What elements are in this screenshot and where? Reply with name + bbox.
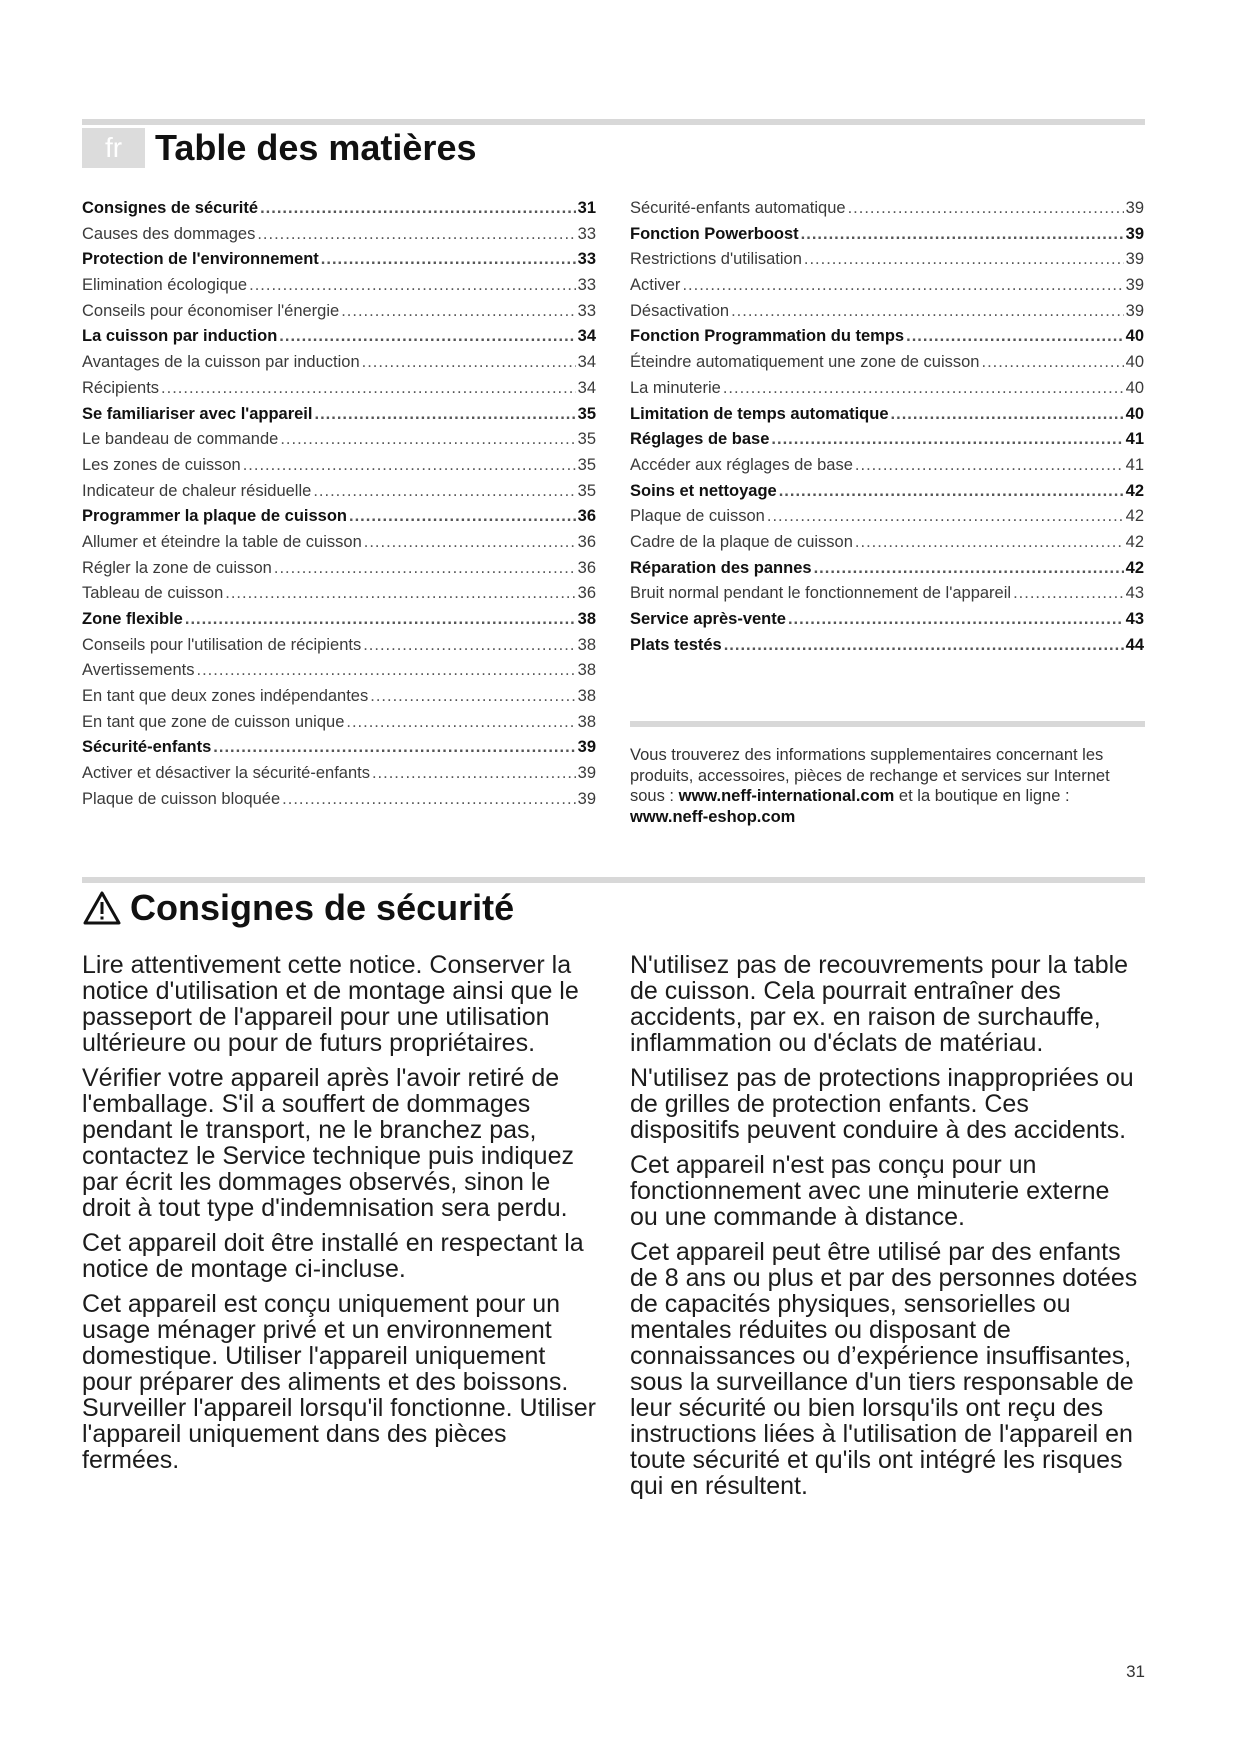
toc-entry[interactable] bbox=[82, 658, 596, 684]
safety-paragraph: Cet appareil peut être utilisé par des enfants de 8 ans ou plus et par des personnes dotées de capacités physiques, sensorielles ou mentales réduites ou disposant de connaissances ou d’expérience insuffisantes, sous la surveillance d'un tiers responsable de leur sécurité ou bien lorsqu'ils ont reçu des instructions liées à l'utilisation de l'appareil en toute sécurité et qu'ils ont intégré les risques qui en résultent. bbox=[630, 1238, 1138, 1500]
toc-leader-dots bbox=[280, 427, 575, 453]
toc-entry[interactable] bbox=[82, 607, 596, 633]
toc-entry-page: 40 bbox=[1125, 327, 1144, 346]
info-divider bbox=[630, 721, 1145, 727]
toc-entry-label: Désactivation bbox=[630, 301, 730, 320]
toc-leader-dots bbox=[1013, 581, 1124, 607]
toc-leader-dots bbox=[321, 247, 576, 273]
toc-leader-dots bbox=[372, 761, 576, 787]
toc-entry-page: 38 bbox=[577, 712, 596, 731]
toc-entry-label: Le bandeau de commande bbox=[82, 430, 279, 449]
toc-entry-label: Tableau de cuisson bbox=[82, 584, 224, 603]
toc-entry-page: 40 bbox=[1125, 353, 1144, 372]
toc-entry-page: 36 bbox=[577, 532, 596, 551]
toc-entry-page: 36 bbox=[577, 558, 596, 577]
toc-entry[interactable] bbox=[82, 427, 596, 453]
toc-entry-page: 42 bbox=[1125, 532, 1144, 551]
toc-entry[interactable] bbox=[82, 350, 596, 376]
safety-title: Consignes de sécurité bbox=[130, 887, 515, 928]
toc-leader-dots bbox=[788, 607, 1124, 633]
toc-entry-label: Service après-vente bbox=[630, 610, 786, 628]
toc-entry-label: Conseils pour l'utilisation de récipients bbox=[82, 635, 362, 654]
toc-leader-dots bbox=[279, 324, 575, 350]
page-number: 31 bbox=[1126, 1662, 1145, 1681]
toc-entry-page: 39 bbox=[1125, 224, 1144, 243]
toc-entry[interactable] bbox=[630, 607, 1144, 633]
toc-entry[interactable] bbox=[82, 787, 596, 813]
toc-entry-label: Soins et nettoyage bbox=[630, 481, 777, 500]
toc-entry[interactable] bbox=[630, 479, 1144, 505]
toc-entry-page: 41 bbox=[1125, 430, 1144, 449]
toc-entry[interactable] bbox=[82, 761, 596, 787]
toc-entry[interactable] bbox=[630, 247, 1144, 273]
toc-entry-label: Limitation de temps automatique bbox=[630, 404, 889, 423]
toc-entry[interactable] bbox=[630, 581, 1144, 607]
toc-entry-page: 33 bbox=[577, 301, 596, 320]
toc-entry[interactable] bbox=[630, 299, 1144, 325]
toc-leader-dots bbox=[723, 376, 1124, 402]
safety-heading bbox=[82, 886, 514, 930]
toc-entry-label: Régler la zone de cuisson bbox=[82, 558, 272, 577]
safety-paragraph: N'utilisez pas de recouvrements pour la table de cuisson. Cela pourrait entraîner des accidents, par ex. en raison de surchauffe, inflammation ou d'éclats de matériau. bbox=[630, 951, 1129, 1057]
toc-entry-label: Se familiariser avec l'appareil bbox=[82, 404, 313, 423]
toc-leader-dots bbox=[257, 222, 575, 248]
toc-entry[interactable] bbox=[630, 530, 1144, 556]
toc-entry-page: 35 bbox=[577, 455, 596, 474]
toc-leader-dots bbox=[314, 402, 575, 428]
toc-entry-label: Consignes de sécurité bbox=[82, 199, 259, 217]
info-text-middle: et la boutique en ligne : bbox=[894, 787, 1070, 805]
toc-entry-label: Plats testés bbox=[630, 635, 722, 654]
toc-leader-dots bbox=[848, 196, 1124, 222]
toc-entry-label: Indicateur de chaleur résiduelle bbox=[82, 481, 312, 500]
toc-entry[interactable] bbox=[82, 273, 596, 299]
toc-leader-dots bbox=[906, 324, 1124, 350]
toc-leader-dots bbox=[161, 376, 576, 402]
toc-entry-page: 38 bbox=[577, 610, 596, 628]
toc-entry-page: 33 bbox=[577, 250, 596, 269]
toc-leader-dots bbox=[346, 710, 575, 736]
toc-entry-page: 43 bbox=[1125, 610, 1144, 628]
toc-entry-label: Cadre de la plaque de cuisson bbox=[630, 532, 853, 551]
toc-leader-dots bbox=[731, 299, 1124, 325]
safety-paragraph: Vérifier votre appareil après l'avoir retiré de l'emballage. S'il a souffert de dommages pendant le transport, ne le branchez pas, contactez le Service technique puis indiquez par écrit les dommages observés, sinon le droit à tout type d'indemnisation sera perdu. bbox=[82, 1064, 574, 1222]
toc-entry[interactable] bbox=[630, 273, 1144, 299]
toc-leader-dots bbox=[804, 247, 1124, 273]
online-info-text bbox=[630, 745, 1135, 827]
toc-entry[interactable] bbox=[82, 196, 596, 222]
safety-paragraph: Cet appareil doit être installé en respectant la notice de montage ci-incluse. bbox=[82, 1229, 584, 1283]
toc-leader-dots bbox=[282, 787, 575, 813]
toc-leader-dots bbox=[771, 427, 1123, 453]
toc-entry[interactable] bbox=[630, 350, 1144, 376]
website-link[interactable]: www.neff-international.com bbox=[678, 787, 895, 805]
safety-paragraph: Lire attentivement cette notice. Conserver la notice d'utilisation et de montage ainsi que le passeport de l'appareil pour une utilisation ultérieure ou pour de futurs propriétaires. bbox=[82, 951, 579, 1057]
toc-entry-page: 42 bbox=[1125, 507, 1144, 526]
toc-entry[interactable] bbox=[630, 196, 1144, 222]
toc-right-column bbox=[630, 196, 1144, 658]
toc-leader-dots bbox=[801, 222, 1124, 248]
toc-entry[interactable] bbox=[82, 581, 596, 607]
toc-entry-page: 39 bbox=[1125, 276, 1144, 295]
toc-entry-label: Elimination écologique bbox=[82, 276, 248, 295]
toc-entry-label: Réparation des pannes bbox=[630, 558, 812, 577]
toc-entry-page: 39 bbox=[1125, 199, 1144, 217]
toc-leader-dots bbox=[225, 581, 575, 607]
toc-entry-page: 42 bbox=[1125, 558, 1144, 577]
safety-paragraph: Cet appareil est conçu uniquement pour un usage ménager privé et un environnement domestique. Utiliser l'appareil uniquement pour préparer des aliments et des boissons. Surveiller l'appareil lorsqu'il fonctionne. Utiliser l'appareil uniquement dans des pièces fermées. bbox=[82, 1290, 596, 1474]
toc-entry[interactable] bbox=[82, 324, 596, 350]
toc-entry-label: Conseils pour économiser l'énergie bbox=[82, 301, 340, 320]
toc-entry-label: Éteindre automatiquement une zone de cuisson bbox=[630, 353, 980, 372]
toc-entry-page: 39 bbox=[1125, 250, 1144, 269]
toc-entry-page: 35 bbox=[577, 481, 596, 500]
toc-entry[interactable] bbox=[82, 735, 596, 761]
toc-entry-label: Fonction Powerboost bbox=[630, 224, 799, 243]
toc-entry-page: 43 bbox=[1125, 584, 1144, 603]
toc-entry-label: Récipients bbox=[82, 378, 160, 397]
info-text-before: Vous trouverez des informations supplementaires concernant les produits, accessoires, pièces de rechange et services sur Internet sous : bbox=[630, 746, 1110, 805]
toc-leader-dots bbox=[891, 402, 1124, 428]
toc-entry-label: Accéder aux réglages de base bbox=[630, 455, 853, 474]
toc-leader-dots bbox=[724, 633, 1124, 659]
toc-entry-label: Réglages de base bbox=[630, 430, 770, 449]
toc-entry-page: 40 bbox=[1125, 378, 1144, 397]
safety-paragraph: Cet appareil n'est pas conçu pour un fonctionnement avec une minuterie externe ou une commande à distance. bbox=[630, 1151, 1110, 1231]
toc-entry-label: En tant que deux zones indépendantes bbox=[82, 687, 369, 706]
toc-entry[interactable] bbox=[82, 504, 596, 530]
toc-leader-dots bbox=[814, 556, 1124, 582]
toc-leader-dots bbox=[855, 530, 1124, 556]
toc-entry-page: 38 bbox=[577, 687, 596, 706]
safety-left-column bbox=[82, 952, 602, 1482]
toc-entry-label: Allumer et éteindre la table de cuisson bbox=[82, 532, 362, 551]
toc-entry[interactable] bbox=[82, 710, 596, 736]
language-badge: fr bbox=[82, 128, 145, 168]
toc-leader-dots bbox=[185, 607, 576, 633]
toc-entry[interactable] bbox=[82, 556, 596, 582]
toc-entry-page: 42 bbox=[1125, 481, 1144, 500]
toc-leader-dots bbox=[274, 556, 576, 582]
toc-entry-label: Activer et désactiver la sécurité-enfants bbox=[82, 764, 370, 783]
toc-entry-label: Zone flexible bbox=[82, 610, 183, 628]
toc-entry-page: 38 bbox=[577, 635, 596, 654]
toc-entry[interactable] bbox=[82, 402, 596, 428]
toc-entry-label: Fonction Programmation du temps bbox=[630, 327, 905, 346]
toc-leader-dots bbox=[243, 453, 576, 479]
toc-entry-page: 40 bbox=[1125, 404, 1144, 423]
toc-entry[interactable] bbox=[82, 247, 596, 273]
toc-entry-label: En tant que zone de cuisson unique bbox=[82, 712, 345, 731]
toc-entry-label: Protection de l'environnement bbox=[82, 250, 319, 269]
toc-entry-page: 39 bbox=[577, 738, 596, 757]
toc-entry[interactable] bbox=[82, 530, 596, 556]
toc-entry-page: 34 bbox=[577, 353, 596, 372]
toc-entry-label: Les zones de cuisson bbox=[82, 455, 241, 474]
toc-leader-dots bbox=[213, 735, 575, 761]
toc-leader-dots bbox=[260, 196, 576, 222]
toc-entry-page: 34 bbox=[577, 378, 596, 397]
toc-leader-dots bbox=[363, 633, 575, 659]
toc-leader-dots bbox=[362, 350, 576, 376]
toc-entry[interactable] bbox=[82, 453, 596, 479]
toc-entry-page: 41 bbox=[1125, 455, 1144, 474]
toc-leader-dots bbox=[370, 684, 575, 710]
toc-entry-label: Causes des dommages bbox=[82, 224, 256, 243]
toc-leader-dots bbox=[364, 530, 576, 556]
toc-leader-dots bbox=[682, 273, 1123, 299]
toc-leader-dots bbox=[341, 299, 575, 325]
toc-entry[interactable] bbox=[630, 376, 1144, 402]
toc-entry-label: Activer bbox=[630, 276, 681, 295]
toc-entry[interactable] bbox=[630, 556, 1144, 582]
toc-entry[interactable] bbox=[82, 376, 596, 402]
toc-entry-page: 33 bbox=[577, 224, 596, 243]
toc-entry-page: 31 bbox=[577, 199, 596, 217]
safety-paragraph: N'utilisez pas de protections inappropriées ou de grilles de protection enfants. Ces dispositifs peuvent conduire à des accidents. bbox=[630, 1064, 1134, 1144]
eshop-link[interactable]: www.neff-eshop.com bbox=[630, 807, 796, 826]
toc-entry[interactable] bbox=[630, 402, 1144, 428]
toc-leader-dots bbox=[349, 504, 576, 530]
toc-entry[interactable] bbox=[630, 427, 1144, 453]
toc-leader-dots bbox=[767, 504, 1124, 530]
toc-entry-label: Plaque de cuisson bbox=[630, 507, 765, 526]
toc-entry-page: 36 bbox=[577, 507, 596, 526]
toc-entry[interactable] bbox=[630, 504, 1144, 530]
toc-entry[interactable] bbox=[82, 479, 596, 505]
section-divider bbox=[82, 877, 1145, 883]
toc-entry-page: 34 bbox=[577, 327, 596, 346]
toc-entry[interactable] bbox=[82, 633, 596, 659]
toc-entry-label: La minuterie bbox=[630, 378, 721, 397]
toc-entry-page: 44 bbox=[1125, 635, 1144, 654]
toc-leader-dots bbox=[197, 658, 576, 684]
toc-entry-page: 35 bbox=[577, 430, 596, 449]
toc-entry[interactable] bbox=[630, 453, 1144, 479]
toc-entry[interactable] bbox=[630, 324, 1144, 350]
toc-entry-page: 39 bbox=[1125, 301, 1144, 320]
toc-entry[interactable] bbox=[82, 299, 596, 325]
toc-entry[interactable] bbox=[82, 684, 596, 710]
toc-entry-label: Sécurité-enfants bbox=[82, 738, 212, 757]
toc-leader-dots bbox=[855, 453, 1124, 479]
toc-leader-dots bbox=[249, 273, 576, 299]
toc-entry-page: 33 bbox=[577, 276, 596, 295]
toc-entry-label: Restrictions d'utilisation bbox=[630, 250, 802, 269]
warning-triangle-icon bbox=[82, 890, 122, 926]
toc-entry-label: Plaque de cuisson bloquée bbox=[82, 789, 281, 808]
toc-left-column bbox=[82, 196, 596, 813]
toc-entry-label: Sécurité-enfants automatique bbox=[630, 199, 846, 217]
toc-entry-label: Avertissements bbox=[82, 661, 195, 680]
toc-entry-page: 38 bbox=[577, 661, 596, 680]
toc-entry-page: 39 bbox=[577, 764, 596, 783]
toc-title: Table des matières bbox=[155, 127, 477, 168]
toc-entry-page: 39 bbox=[577, 789, 596, 808]
toc-entry[interactable] bbox=[82, 222, 596, 248]
toc-leader-dots bbox=[779, 479, 1124, 505]
safety-right-column bbox=[630, 952, 1142, 1508]
toc-entry-label: Avantages de la cuisson par induction bbox=[82, 353, 360, 372]
toc-entry[interactable] bbox=[630, 633, 1144, 659]
toc-entry-page: 35 bbox=[577, 404, 596, 423]
toc-leader-dots bbox=[313, 479, 575, 505]
top-divider bbox=[82, 119, 1145, 125]
toc-entry-label: Bruit normal pendant le fonctionnement de l'appareil bbox=[630, 584, 1012, 603]
toc-entry[interactable] bbox=[630, 222, 1144, 248]
toc-entry-page: 36 bbox=[577, 584, 596, 603]
toc-leader-dots bbox=[981, 350, 1123, 376]
toc-entry-label: Programmer la plaque de cuisson bbox=[82, 507, 347, 526]
toc-entry-label: La cuisson par induction bbox=[82, 327, 278, 346]
